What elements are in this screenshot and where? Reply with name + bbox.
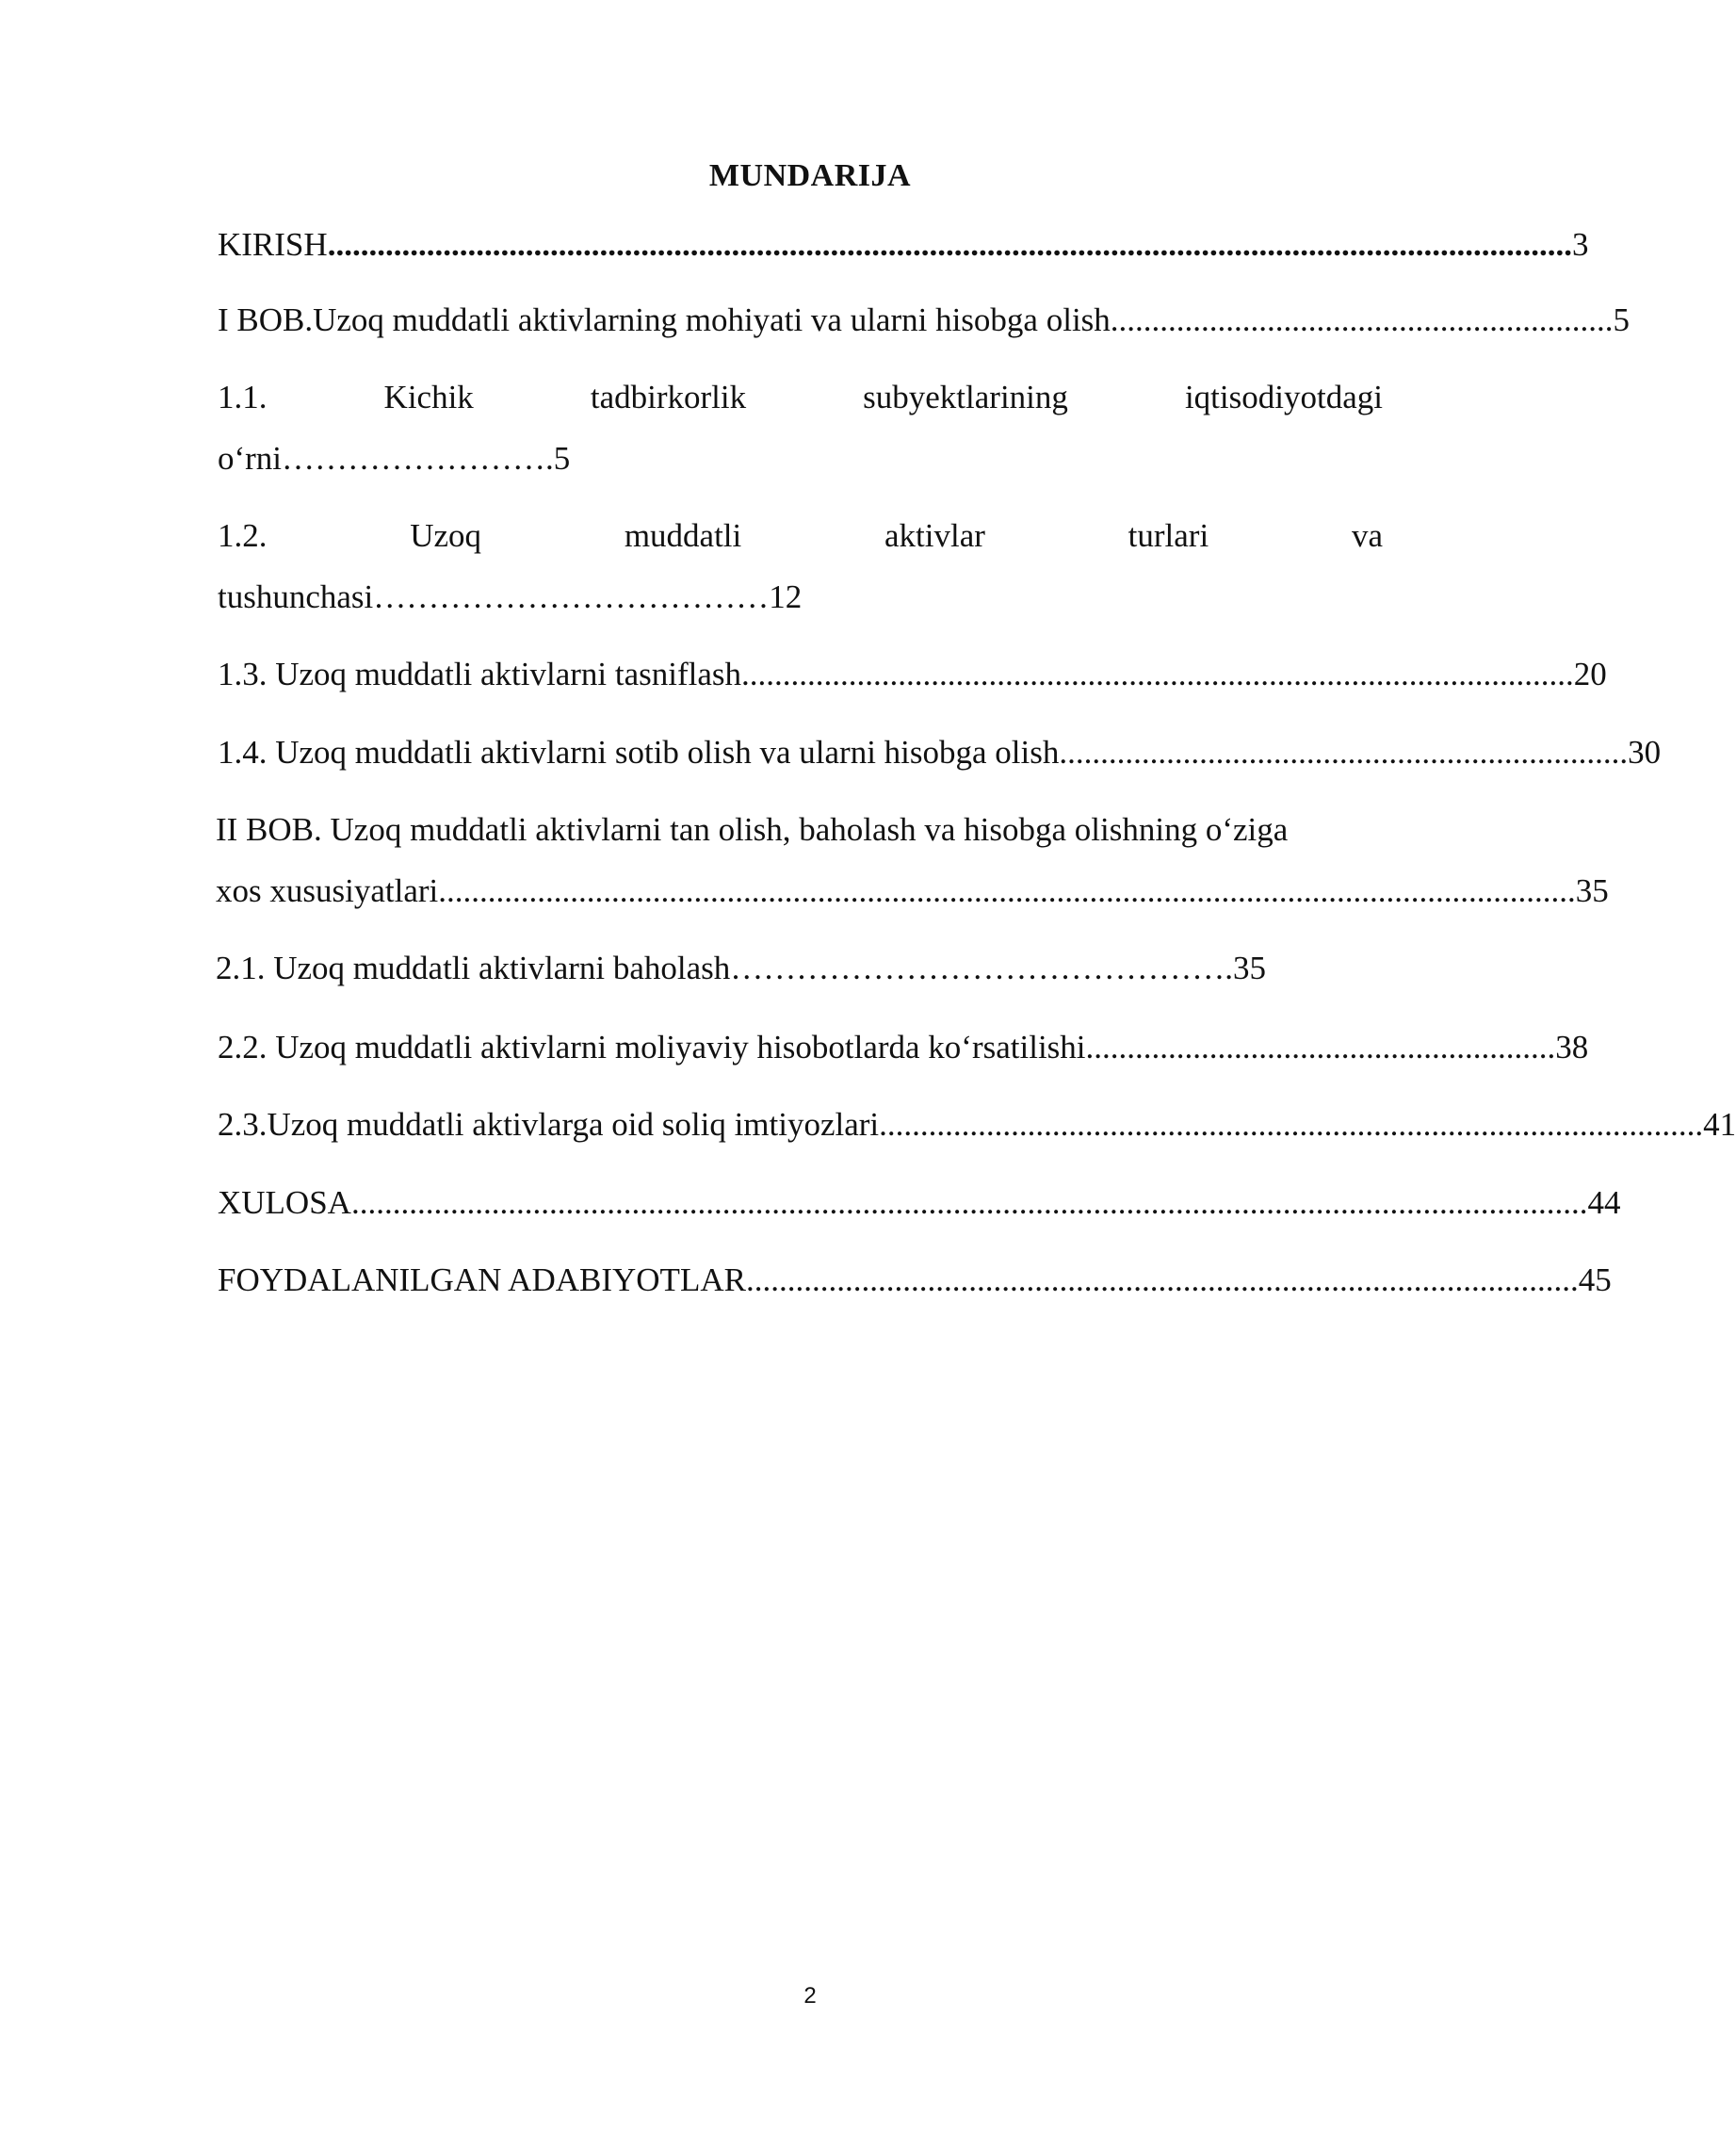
toc-leader: ..................................................................................................... bbox=[741, 656, 1574, 692]
toc-entry-text: I BOB.Uzoq muddatli aktivlarning mohiyati va ularni hisobga olish bbox=[218, 301, 1111, 338]
toc-entry-text: 1.3. Uzoq muddatli aktivlarni tasniflash bbox=[218, 656, 742, 692]
toc-entry-text: XULOSA bbox=[218, 1184, 351, 1221]
toc-entry-adabiyotlar bbox=[218, 1260, 1612, 1301]
toc-leader: .................................................................................................... bbox=[879, 1106, 1704, 1143]
toc-page-number: 30 bbox=[1628, 734, 1662, 771]
toc-entry-continuation: tushunchasi………………………………12 bbox=[218, 578, 803, 615]
toc-page-number: 20 bbox=[1573, 656, 1607, 692]
toc-word: muddatli bbox=[624, 517, 742, 554]
toc-entry-text: 2.2. Uzoq muddatli aktivlarni moliyaviy hisobotlarda ko‘rsatilishi bbox=[218, 1029, 1086, 1066]
toc-word: 1.1. bbox=[218, 379, 268, 415]
toc-word: aktivlar bbox=[884, 517, 985, 554]
toc-entry-1-1 bbox=[218, 377, 1383, 480]
toc-entry-2-1 bbox=[216, 948, 1266, 989]
toc-word: iqtisodiyotdagi bbox=[1184, 379, 1383, 415]
toc-entry-text: 1.4. Uzoq muddatli aktivlarni sotib olish va ularni hisobga olish bbox=[218, 734, 1060, 771]
toc-entry-line1: II BOB. Uzoq muddatli aktivlarni tan olish, baholash va hisobga olishning o‘ziga bbox=[216, 811, 1289, 848]
toc-word: Uzoq bbox=[410, 517, 482, 554]
toc-word: subyektlarining bbox=[863, 379, 1068, 415]
toc-entry-text: 2.1. Uzoq muddatli aktivlarni baholash……………………………………….35 bbox=[216, 950, 1267, 986]
toc-entry-1-3 bbox=[218, 654, 1607, 695]
toc-word: turlari bbox=[1128, 517, 1209, 554]
toc-page-number: 5 bbox=[1613, 301, 1631, 338]
toc-entry-1-4 bbox=[218, 732, 1662, 773]
toc-leader: ....................................................................................................................................................... bbox=[327, 226, 1572, 263]
toc-entry-2-3 bbox=[218, 1104, 1736, 1146]
toc-page-number: 3 bbox=[1571, 226, 1589, 263]
toc-entry-xulosa bbox=[218, 1182, 1621, 1224]
toc-page-number: 45 bbox=[1578, 1261, 1612, 1298]
toc-leader: ......................................................... bbox=[1085, 1029, 1556, 1066]
toc-entry-text: FOYDALANILGAN ADABIYOTLAR bbox=[218, 1261, 746, 1298]
toc-entry-text: xos xususiyatlari bbox=[216, 872, 439, 909]
toc-entry-text: 2.3.Uzoq muddatli aktivlarga oid soliq imtiyozlari bbox=[218, 1106, 880, 1143]
toc-entry-continuation: o‘rni…………………….5 bbox=[218, 440, 571, 477]
toc-page-number: 38 bbox=[1555, 1029, 1589, 1066]
toc-word: Kichik bbox=[383, 379, 474, 415]
toc-leader: ............................................................. bbox=[1110, 301, 1614, 338]
toc-page-number: 44 bbox=[1587, 1184, 1621, 1221]
page-title: MUNDARIJA bbox=[708, 158, 912, 193]
toc-word: 1.2. bbox=[218, 517, 268, 554]
toc-entry-1-2 bbox=[218, 515, 1383, 618]
toc-entry-words bbox=[218, 377, 1383, 418]
toc-word: va bbox=[1351, 517, 1383, 554]
toc-page-number: 41 bbox=[1703, 1106, 1736, 1143]
toc-entry-kirish bbox=[218, 224, 1589, 266]
page-number-footer: 2 bbox=[803, 1983, 817, 2009]
toc-entry-bob-1 bbox=[218, 300, 1631, 341]
toc-word: tadbirkorlik bbox=[590, 379, 747, 415]
toc-entry-text: KIRISH bbox=[218, 226, 328, 263]
toc-page-number: 35 bbox=[1575, 872, 1609, 909]
toc-leader: ..................................................................... bbox=[1059, 734, 1629, 771]
toc-entry-words bbox=[218, 515, 1383, 557]
toc-leader: ...................................................................................................................................................... bbox=[350, 1184, 1588, 1221]
toc-leader: ..................................................................................................... bbox=[745, 1261, 1579, 1298]
toc-entry-bob-2 bbox=[216, 809, 1609, 912]
toc-leader: .......................................................................................................................................... bbox=[438, 872, 1576, 909]
toc-entry-2-2 bbox=[218, 1027, 1589, 1068]
